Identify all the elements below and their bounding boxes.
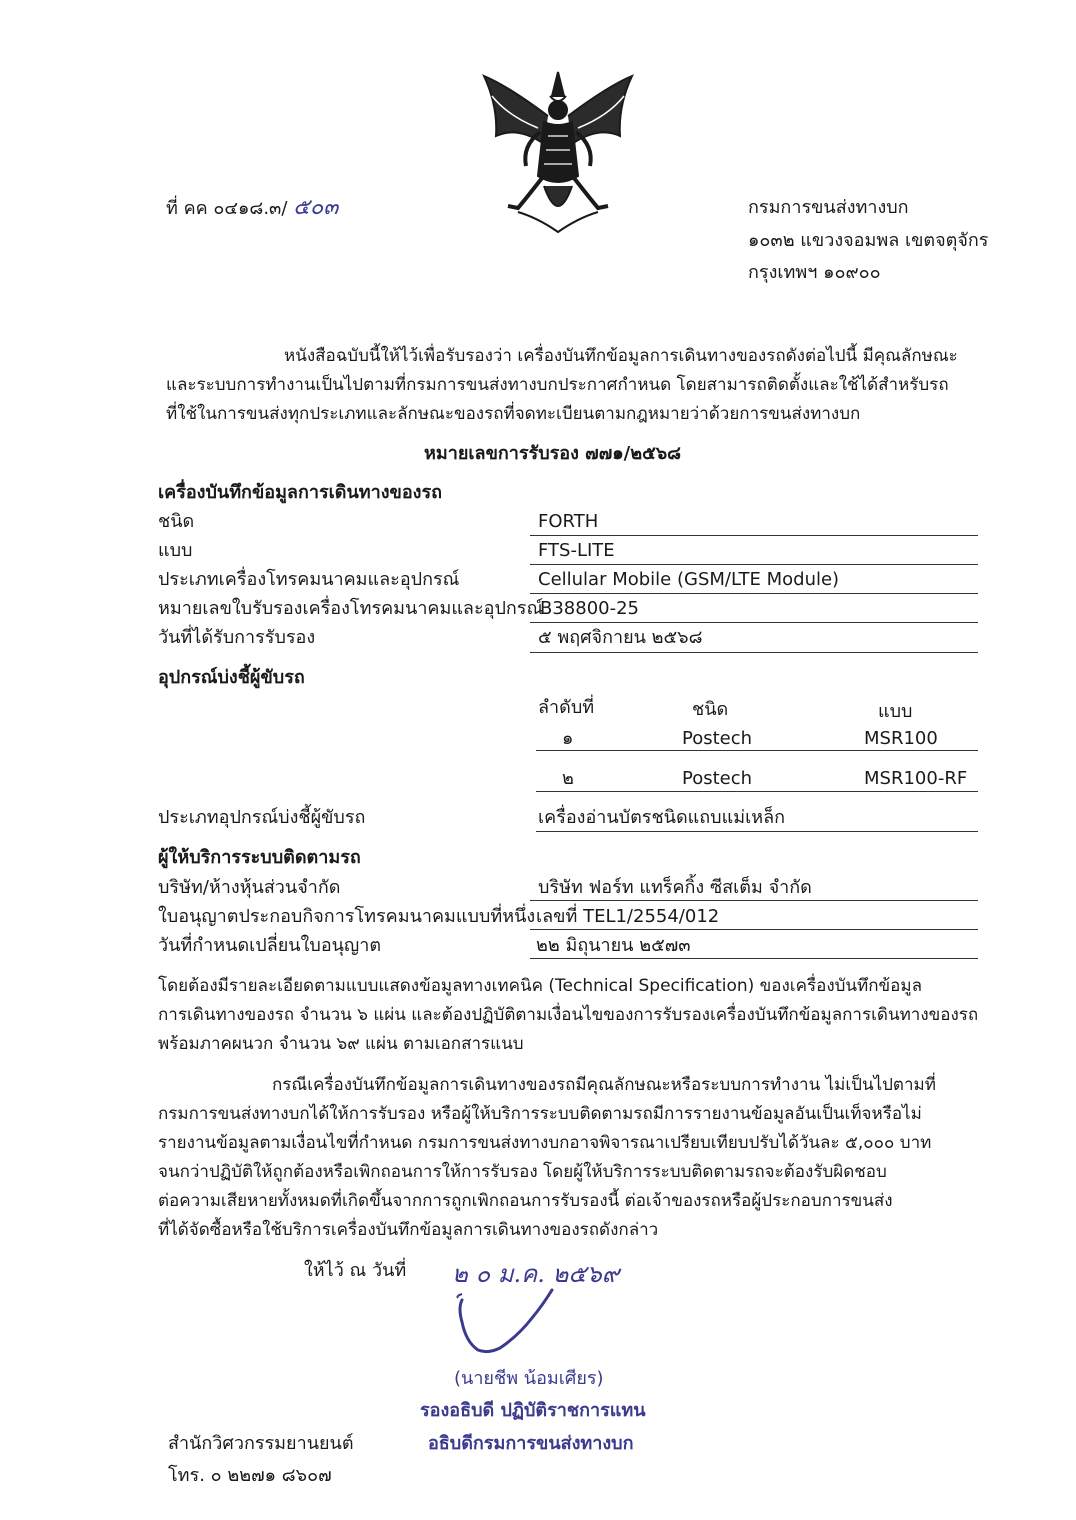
intro-line-3: ที่ใช้ในการขนส่งทุกประเภทและลักษณะของรถที่จดทะเบียนตามกฎหมายว่าด้วยการขนส่งทางบก — [166, 404, 861, 424]
provider-value-renewal: ๒๒ มิถุนายน ๒๕๗๓ — [536, 935, 691, 956]
driver-id-type-value: เครื่องอ่านบัตรชนิดแถบแม่เหล็ก — [538, 807, 786, 828]
intro-line-2: และระบบการทำงานเป็นไปตามที่กรมการขนส่งทางบกประกาศกำหนด โดยสามารถติดตั้งและใช้ได้สำหรับรถ — [166, 375, 949, 395]
recorder-label-telecom-cert: หมายเลขใบรับรองเครื่องโทรคมนาคมและอุปกรณ์ — [158, 598, 544, 619]
underline — [536, 750, 978, 751]
intro-line-1: หนังสือฉบับนี้ให้ไว้เพื่อรับรองว่า เครื่องบันทึกข้อมูลการเดินทางของรถดังต่อไปนี้ มีคุณลักษณะ — [284, 346, 958, 366]
provider-value-license: เลขที่ TEL1/2554/012 — [536, 906, 720, 927]
driver-id-heading: อุปกรณ์บ่งชี้ผู้ขับรถ — [158, 667, 305, 688]
recorder-label-cert-date: วันที่ได้รับการรับรอง — [158, 627, 316, 648]
recorder-value-telecom-cert: B38800-25 — [540, 598, 640, 619]
recorder-label-model: แบบ — [158, 540, 193, 561]
provider-value-company: บริษัท ฟอร์ท แทร็คกิ้ง ซีสเต็ม จำกัด — [538, 877, 812, 898]
underline — [530, 593, 978, 594]
recorder-label-type: ชนิด — [158, 511, 195, 532]
underline — [530, 958, 978, 959]
footer-office: สำนักวิศวกรรมยานยนต์ — [168, 1433, 354, 1454]
underline — [536, 791, 978, 792]
device-row-2-model: MSR100-RF — [864, 768, 968, 789]
spec-line-1: โดยต้องมีรายละเอียดตามแบบแสดงข้อมูลทางเทคนิค (Technical Specification) ของเครื่องบันทึกข้อมูล — [158, 976, 922, 996]
reference-number — [166, 196, 338, 221]
signatory-title-line-1: รองอธิบดี ปฏิบัติราชการแทน — [420, 1400, 646, 1421]
spec-line-2: การเดินทางของรถ จำนวน ๖ แผ่น และต้องปฏิบัติตามเงื่อนไขของการรับรองเครื่องบันทึกข้อมูลการเดินทางของรถ — [158, 1005, 979, 1025]
dated-label: ให้ไว้ ณ วันที่ — [304, 1260, 407, 1281]
underline — [530, 564, 978, 565]
underline — [530, 535, 978, 536]
device-row-1-model: MSR100 — [864, 728, 938, 749]
penalty-line-2: กรมการขนส่งทางบกได้ให้การรับรอง หรือผู้ให้บริการระบบติดตามรถมีการรายงานข้อมูลอันเป็นเท็จหรือไม่ — [158, 1104, 922, 1124]
penalty-line-5: ต่อความเสียหายทั้งหมดที่เกิดขึ้นจากการถูกเพิกถอนการรับรองนี้ ต่อเจ้าของรถหรือผู้ประกอบการขนส่ง — [158, 1191, 893, 1211]
device-row-1-order: ๑ — [562, 728, 574, 749]
recorder-value-type: FORTH — [538, 511, 599, 532]
recorder-value-telecom-type: Cellular Mobile (GSM/LTE Module) — [538, 569, 840, 590]
column-header-model: แบบ — [878, 701, 913, 722]
recorder-heading: เครื่องบันทึกข้อมูลการเดินทางของรถ — [158, 482, 443, 503]
column-header-type: ชนิด — [692, 699, 729, 720]
signatory-title-line-2: อธิบดีกรมการขนส่งทางบก — [428, 1433, 634, 1454]
device-row-2-type: Postech — [682, 768, 753, 789]
provider-label-company: บริษัท/ห้างหุ้นส่วนจำกัด — [158, 877, 341, 898]
recorder-label-telecom-type: ประเภทเครื่องโทรคมนาคมและอุปกรณ์ — [158, 569, 460, 590]
penalty-line-4: จนกว่าปฏิบัติให้ถูกต้องหรือเพิกถอนการให้การรับรอง โดยผู้ให้บริการระบบติดตามรถจะต้องรับผิดชอบ — [158, 1162, 887, 1182]
underline — [536, 831, 978, 832]
address-line-2: ๑๐๓๒ แขวงจอมพล เขตจตุจักร — [748, 230, 989, 251]
provider-label-renewal: วันที่กำหนดเปลี่ยนใบอนุญาต — [158, 935, 382, 956]
provider-label-license: ใบอนุญาตประกอบกิจการโทรคมนาคมแบบที่หนึ่ง — [158, 906, 536, 927]
recorder-value-cert-date: ๕ พฤศจิกายน ๒๕๖๘ — [538, 627, 703, 648]
device-row-2-order: ๒ — [562, 768, 574, 789]
address-line-1: กรมการขนส่งทางบก — [748, 197, 909, 218]
recorder-value-model: FTS-LITE — [538, 540, 615, 561]
address-line-3: กรุงเทพฯ ๑๐๙๐๐ — [748, 262, 881, 283]
provider-heading: ผู้ให้บริการระบบติดตามรถ — [158, 847, 361, 868]
driver-id-type-label: ประเภทอุปกรณ์บ่งชี้ผู้ขับรถ — [158, 807, 366, 828]
certificate-number: หมายเลขการรับรอง ๗๗๑/๒๕๖๘ — [424, 443, 682, 464]
garuda-emblem-icon — [478, 66, 638, 236]
signatory-name: (นายชีพ น้อมเศียร) — [454, 1368, 604, 1389]
handwritten-reference-number: ๕๐๓ — [293, 195, 339, 220]
column-header-order: ลำดับที่ — [538, 697, 595, 718]
penalty-line-1: กรณีเครื่องบันทึกข้อมูลการเดินทางของรถมีคุณลักษณะหรือระบบการทำงาน ไม่เป็นไปตามที่ — [272, 1075, 936, 1095]
penalty-line-6: ที่ได้จัดซื้อหรือใช้บริการเครื่องบันทึกข้อมูลการเดินทางของรถดังกล่าว — [158, 1220, 659, 1240]
spec-line-3: พร้อมภาคผนวก จำนวน ๖๙ แผ่น ตามเอกสารแนบ — [158, 1034, 524, 1054]
reference-prefix: ที่ คค ๐๔๑๘.๓/ — [166, 198, 288, 219]
footer-phone: โทร. ๐ ๒๒๗๑ ๘๖๐๗ — [168, 1465, 332, 1486]
handwritten-date: ๒ ๐ ม.ค. ๒๕๖๙ — [452, 1260, 620, 1288]
penalty-line-3: รายงานข้อมูลตามเงื่อนไขที่กำหนด กรมการขนส่งทางบกอาจพิจารณาเปรียบเทียบปรับได้วันละ ๕,๐๐๐ บาท — [158, 1133, 932, 1153]
handwritten-signature-icon — [448, 1282, 568, 1362]
device-row-1-type: Postech — [682, 728, 753, 749]
underline — [530, 652, 978, 653]
underline — [530, 900, 978, 901]
underline — [530, 929, 978, 930]
underline — [530, 622, 978, 623]
